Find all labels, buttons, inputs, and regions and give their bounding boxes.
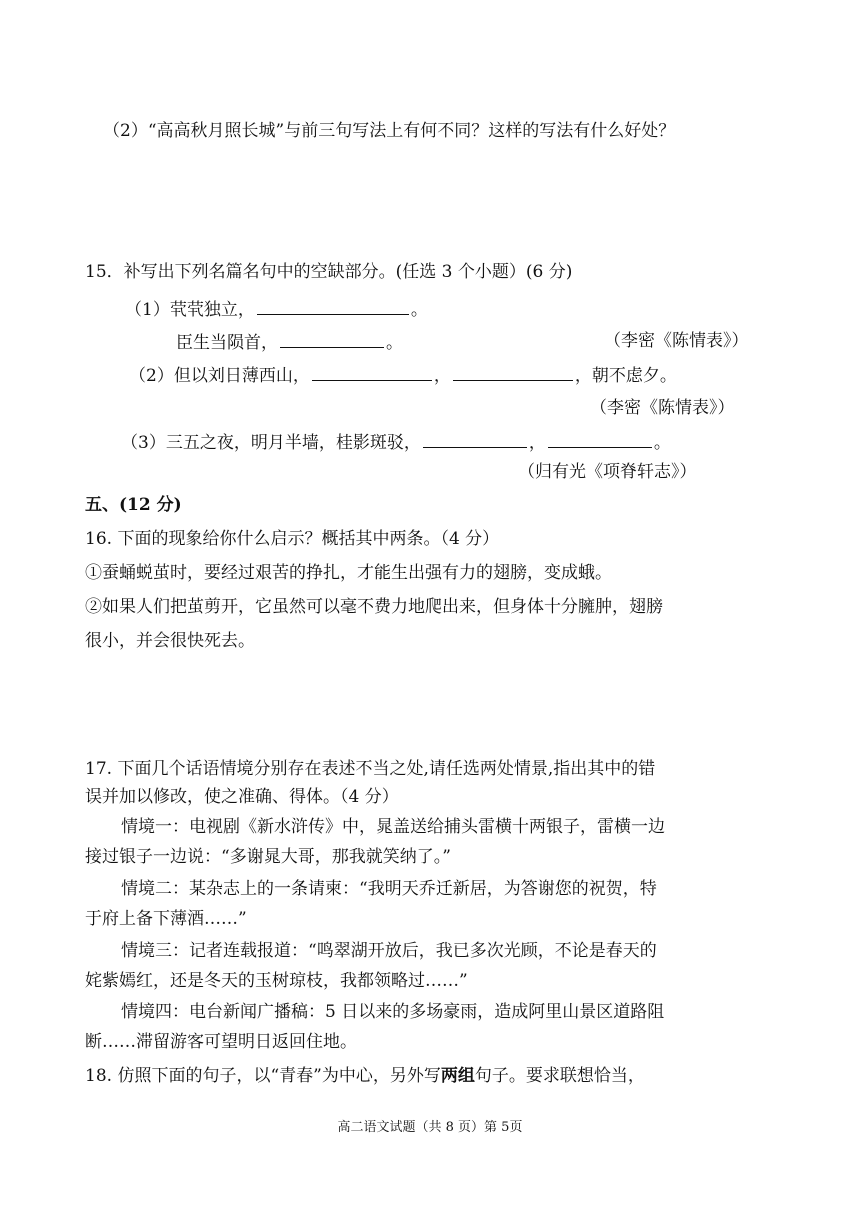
question-15-item-2 [129,362,677,388]
question-14-part-2: （2）“高高秋月照长城”与前三句写法上有何不同？这样的写法有什么好处？ [103,121,676,141]
item-1-end: 。 [410,300,428,320]
question-18-line-1 [85,1064,645,1088]
item-1-line-2-text: 臣生当陨首， [176,333,278,353]
scenario-4-line-2: 断……滞留游客可望明日返回住地。 [85,1032,357,1052]
question-16-point-1: ①蚕蛹蜕茧时，要经过艰苦的挣扎，才能生出强有力的翅膀，变成蛾。 [85,563,612,583]
answer-blank[interactable] [257,296,409,315]
question-18-end: 句子。要求联想恰当， [474,1066,645,1086]
page-footer: 高二语文试题（共 8 页）第 5页 [337,1120,523,1135]
question-16-point-2-line-1: ②如果人们把茧剪开，它虽然可以毫不费力地爬出来，但身体十分臃肿，翅膀 [85,597,663,617]
item-1-line-2-end: 。 [386,333,403,353]
section-5-heading: 五、(12 分) [85,495,182,515]
item-3-text: （3）三五之夜，明月半墙，桂影斑驳， [121,433,421,453]
question-17-title-line-1: 17. 下面几个话语情境分别存在表述不当之处,请任选两处情景,指出其中的错 [85,759,656,779]
item-3-end: 。 [653,433,671,453]
question-17-title-line-2: 误并加以修改，使之准确、得体。（4 分） [85,787,399,807]
answer-blank[interactable] [453,362,573,381]
answer-blank[interactable] [280,329,384,348]
scenario-1-line-1: 情境一：电视剧《新水浒传》中，晁盖送给捕头雷横十两银子，雷横一边 [121,817,665,837]
item-3-comma: ， [528,433,546,453]
item-1-source: （李密《陈情表》） [604,331,749,351]
scenario-3-line-2: 姹紫嫣红，还是冬天的玉树琼枝，我都领略过……” [85,971,468,991]
scenario-1-line-2: 接过银子一边说：“多谢晁大哥，那我就笑纳了。” [85,847,451,867]
question-16-title: 16. 下面的现象给你什么启示？概括其中两条。（4 分） [85,529,500,549]
answer-blank[interactable] [312,362,432,381]
question-18-emphasis: 两组 [440,1066,475,1086]
scenario-2-line-1: 情境二：某杂志上的一条请柬：“我明天乔迁新居，为答谢您的祝贺，特 [121,879,657,899]
question-15-title: 15．补写出下列名篇名句中的空缺部分。(任选 3 个小题）(6 分) [85,262,573,282]
scenario-4-line-1: 情境四：电台新闻广播稿：5 日以来的多场豪雨，造成阿里山景区道路阻 [121,1002,665,1022]
question-15-item-1-line-2 [176,329,403,355]
answer-blank[interactable] [423,429,527,448]
item-3-source: （归有光《项脊轩志》） [518,462,697,482]
question-15-item-3 [121,429,671,455]
item-2-end: ，朝不虑夕。 [574,366,677,386]
scenario-2-line-2: 于府上备下薄酒……” [85,909,247,929]
question-16-point-2-line-2: 很小，并会很快死去。 [85,631,255,651]
item-2-text: （2）但以刘日薄西山， [129,366,310,386]
answer-blank[interactable] [548,429,652,448]
item-2-comma: ， [433,366,451,386]
item-1-text: （1）茕茕独立， [125,300,255,320]
scenario-3-line-1: 情境三：记者连载报道：“鸣翠湖开放后，我已多次光顾，不论是春天的 [121,941,657,961]
question-18-start: 18. 仿照下面的句子，以“青春”为中心，另外写 [85,1066,441,1086]
item-2-source: （李密《陈情表》） [590,398,735,418]
question-15-item-1-line-1 [125,296,428,322]
